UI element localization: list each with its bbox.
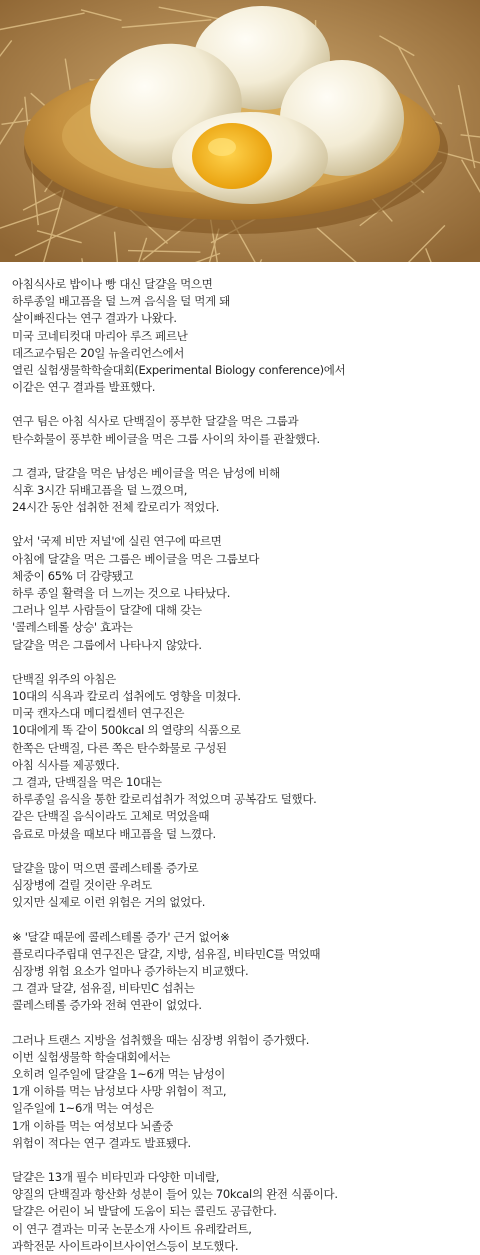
paragraph-line: '콜레스테롤 상승' 효과는 <box>12 619 468 636</box>
paragraph-line: 같은 단백질 음식이라도 고체로 먹었을때 <box>12 808 468 825</box>
paragraph-line: 그 결과, 단백질을 먹은 10대는 <box>12 774 468 791</box>
paragraph-line: 하루종일 배고픔을 덜 느껴 음식을 덜 먹게 돼 <box>12 293 468 310</box>
paragraph-line: 심장병에 걸릴 것이란 우려도 <box>12 877 468 894</box>
paragraph-line: 그 결과 달걀, 섬유질, 비타민C 섭취는 <box>12 980 468 997</box>
paragraph-line: 한쪽은 단백질, 다른 쪽은 탄수화물로 구성된 <box>12 740 468 757</box>
article-paragraph <box>12 533 468 653</box>
paragraph-line: 양질의 단백질과 항산화 성분이 들어 있는 70kcal의 완전 식품이다. <box>12 1186 468 1203</box>
hero-image <box>0 0 480 262</box>
paragraph-line: 이같은 연구 결과를 발표했다. <box>12 379 468 396</box>
paragraph-line: 일주일에 1~6개 먹는 여성은 <box>12 1100 468 1117</box>
article-paragraph <box>12 1032 468 1152</box>
paragraph-line: 열린 실험생물학학술대회(Experimental Biology conference)에서 <box>12 362 468 379</box>
paragraph-line: 탄수화물이 풍부한 베이글을 먹은 그룹 사이의 차이를 관찰했다. <box>12 431 468 448</box>
paragraph-line: 달걀을 많이 먹으면 콜레스테롤 증가로 <box>12 860 468 877</box>
article-paragraph <box>12 413 468 447</box>
boiled-eggs-photo <box>0 0 480 262</box>
paragraph-line: 달걀을 먹은 그룹에서 나타나지 않았다. <box>12 637 468 654</box>
paragraph-line: 10대에게 똑 같이 500kcal 의 열량의 식품으로 <box>12 722 468 739</box>
article-paragraph <box>12 671 468 843</box>
paragraph-line: 아침 식사를 제공했다. <box>12 757 468 774</box>
paragraph-line: 아침식사로 밥이나 빵 대신 달걀을 먹으면 <box>12 276 468 293</box>
article-paragraph <box>12 465 468 517</box>
paragraph-line: 음료로 마셨을 때보다 배고픔을 덜 느꼈다. <box>12 826 468 843</box>
paragraph-line: 그 결과, 달걀을 먹은 남성은 베이글을 먹은 남성에 비해 <box>12 465 468 482</box>
paragraph-line: 달걀은 어린이 뇌 발달에 도움이 되는 콜린도 공급한다. <box>12 1203 468 1220</box>
paragraph-line: 있지만 실제로 이런 위험은 거의 없었다. <box>12 894 468 911</box>
paragraph-line: 그러나 일부 사람들이 달걀에 대해 갖는 <box>12 602 468 619</box>
paragraph-line: 미국 코네티컷대 마리아 루즈 페르난 <box>12 328 468 345</box>
paragraph-line: 연구 팀은 아침 식사로 단백질이 풍부한 달걀을 먹은 그룹과 <box>12 413 468 430</box>
paragraph-line: 그러나 트랜스 지방을 섭취했을 때는 심장병 위험이 증가했다. <box>12 1032 468 1049</box>
paragraph-line: 이번 실험생물학 학술대회에서는 <box>12 1049 468 1066</box>
paragraph-line: 위험이 적다는 연구 결과도 발표됐다. <box>12 1135 468 1152</box>
paragraph-line: 살이빠진다는 연구 결과가 나왔다. <box>12 310 468 327</box>
article-body <box>0 262 480 1255</box>
article-paragraph <box>12 1169 468 1255</box>
paragraph-line: 플로리다주립대 연구진은 달걀, 지방, 섬유질, 비타민C를 먹었때 <box>12 946 468 963</box>
paragraph-line: 달걀은 13개 필수 비타민과 다양한 미네랄, <box>12 1169 468 1186</box>
paragraph-line: 단백질 위주의 아침은 <box>12 671 468 688</box>
paragraph-line: 하루 종일 활력을 더 느끼는 것으로 나타났다. <box>12 585 468 602</box>
paragraph-line: 콜레스테롤 증가와 전혀 연관이 없었다. <box>12 997 468 1014</box>
paragraph-line: 아침에 달걀을 먹은 그룹은 베이글을 먹은 그룹보다 <box>12 551 468 568</box>
paragraph-line: 24시간 동안 섭취한 전체 칼로리가 적었다. <box>12 499 468 516</box>
egg-yolk <box>192 123 272 189</box>
yolk-highlight <box>208 138 236 156</box>
paragraph-line: ※ '달걀 때문에 콜레스테롤 증가' 근거 없어※ <box>12 929 468 946</box>
paragraph-line: 체중이 65% 더 감량됐고 <box>12 568 468 585</box>
paragraph-line: 10대의 식욕과 칼로리 섭취에도 영향을 미쳤다. <box>12 688 468 705</box>
paragraph-line: 1개 이하를 먹는 여성보다 뇌졸중 <box>12 1118 468 1135</box>
paragraph-line: 1개 이하를 먹는 남성보다 사망 위험이 적고, <box>12 1083 468 1100</box>
paragraph-line: 과학전문 사이트라이브사이언스등이 보도했다. <box>12 1238 468 1255</box>
article-paragraph <box>12 860 468 912</box>
paragraph-line: 데즈교수팀은 20일 뉴올리언스에서 <box>12 345 468 362</box>
paragraph-line: 심장병 위험 요소가 얼마나 증가하는지 비교했다. <box>12 963 468 980</box>
paragraph-line: 미국 캔자스대 메디컬센터 연구진은 <box>12 705 468 722</box>
paragraph-line: 식후 3시간 뒤배고픔을 덜 느꼈으며, <box>12 482 468 499</box>
article-paragraph <box>12 929 468 1015</box>
paragraph-line: 오히려 일주일에 달걀을 1~6개 먹는 남성이 <box>12 1066 468 1083</box>
article-paragraph <box>12 276 468 396</box>
paragraph-line: 하루종일 음식을 통한 칼로리섭취가 적었으며 공복감도 덜했다. <box>12 791 468 808</box>
paragraph-line: 앞서 '국제 비만 저널'에 실린 연구에 따르면 <box>12 533 468 550</box>
paragraph-line: 이 연구 결과는 미국 논문소개 사이트 유레칼러트, <box>12 1221 468 1238</box>
